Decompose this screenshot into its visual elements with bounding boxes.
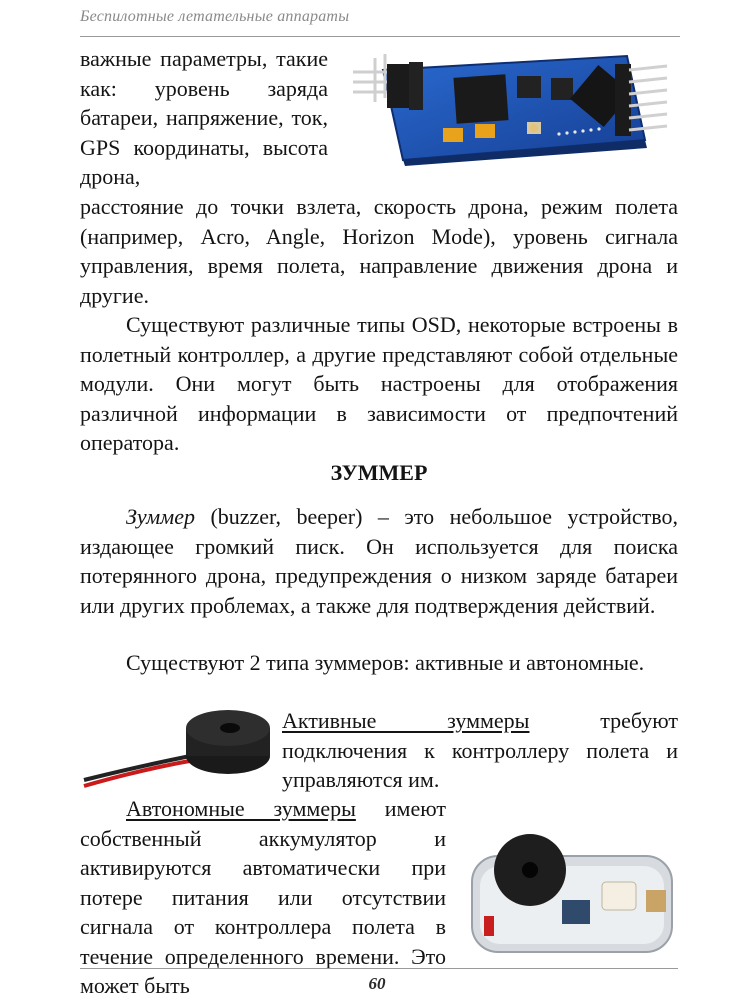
- buzzer-term: Зуммер: [126, 504, 195, 529]
- autonomous-first-line: [80, 794, 678, 1001]
- active-buzzer-photo: [80, 700, 270, 792]
- active-buzzer-text: требуют подключения к контроллеру полета и управляются им.: [282, 708, 678, 792]
- autonomous-buzzer-text-inline: имеют собственный аккумулятор и активируются автоматически при потере питания или отсутствии сигнала от контроллера полета в течение определенного времени. Это может быть: [80, 796, 446, 998]
- footer-rule: [80, 968, 678, 969]
- buzzer-definition-text: (buzzer, beeper) – это небольшое устройство, издающее громкий писк. Он используется для поиска потерянного дрона, предупреждения о низком заряде батареи или других проблемах, а также для подтверждения действий.: [80, 504, 678, 618]
- buzzer-types-text: Существуют 2 типа зуммеров: активные и автономные.: [126, 650, 645, 675]
- active-buzzer-paragraph: [282, 706, 678, 795]
- buzzer-definition: [80, 502, 678, 620]
- intro-paragraph-full: [80, 192, 678, 310]
- osd-types-paragraph: [80, 310, 678, 458]
- intro-text-cont: расстояние до точки взлета, скорость дрона, режим полета (например, Acro, Angle, Horizon Mode), уровень сигнала управления, время полета, направление движения дрона и другие.: [80, 194, 678, 308]
- intro-paragraph-wrap: [80, 44, 328, 192]
- buzzer-types-paragraph: [80, 648, 678, 678]
- running-header: Беспилотные летательные аппараты: [80, 8, 350, 25]
- wrap-spacer: [446, 824, 678, 974]
- intro-text-line: важные параметры, такие как: уровень заряда батареи, напряжение, ток, GPS координаты, высота дрона,: [80, 46, 328, 189]
- osd-types-text: Существуют различные типы OSD, некоторые встроены в полетный контроллер, а другие представляют собой отдельные модули. Они могут быть настроены для отображения различной информации в зависимости от предпочтений оператора.: [80, 312, 678, 455]
- active-buzzer-term: Активные зуммеры: [282, 708, 530, 733]
- autonomous-buzzer-term: Автономные зуммеры: [126, 796, 356, 821]
- page-number: 60: [368, 974, 386, 993]
- section-title: ЗУММЕР: [330, 460, 428, 485]
- osd-module-photo: [345, 48, 683, 166]
- autonomous-buzzer-paragraph: [80, 794, 678, 1001]
